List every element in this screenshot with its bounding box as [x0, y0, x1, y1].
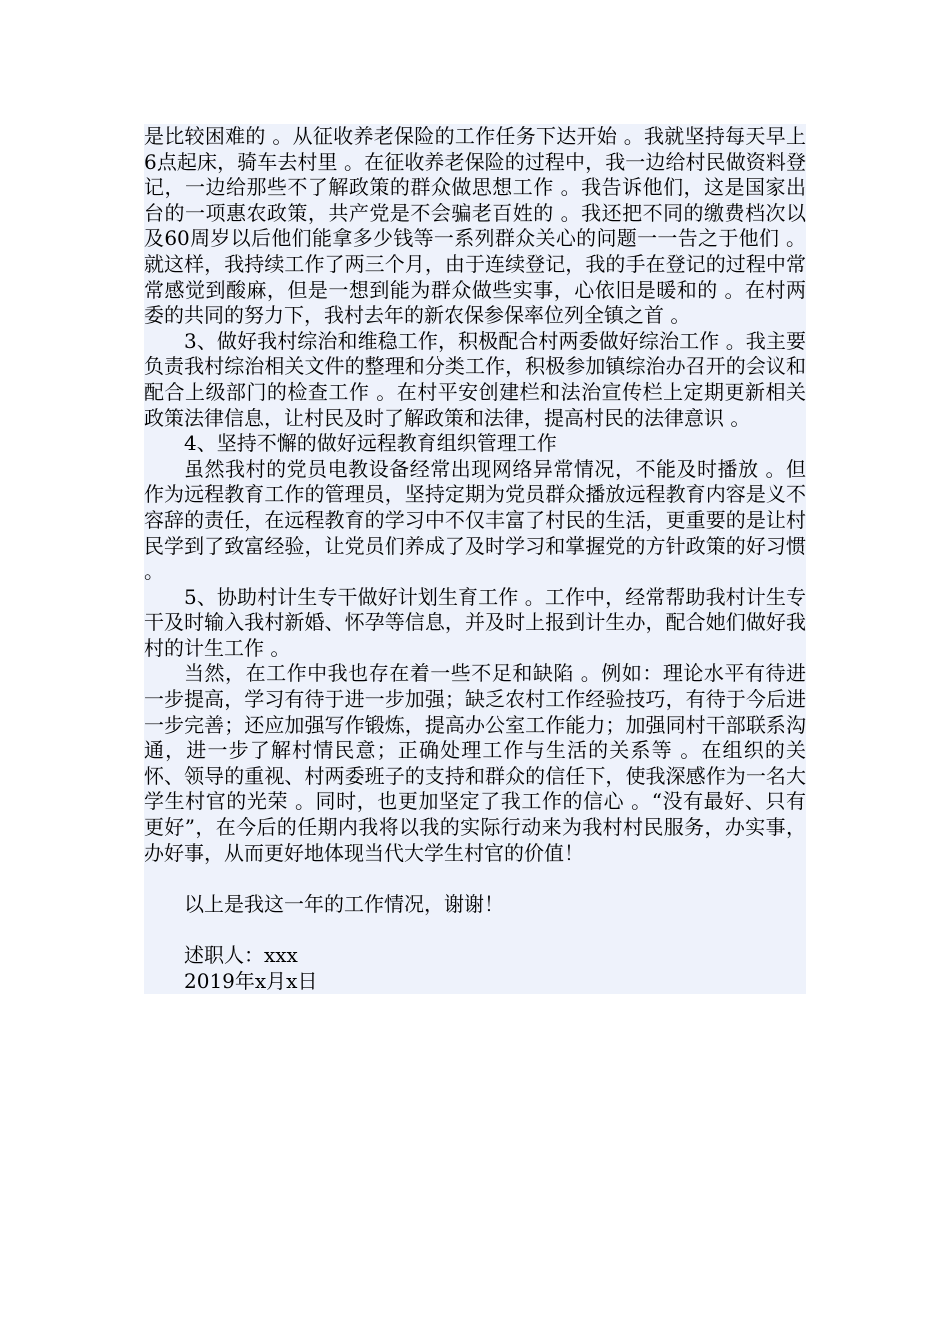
signature-line: 述职人：xxx	[184, 943, 298, 967]
paragraph-family-planning: 5、协助村计生专干做好计划生育工作 。工作中，经常帮助我村计生专干及时输入我村新婚、怀孕等信息，并及时上报到计生办，配合她们做好我村的计生工作 。	[144, 584, 806, 660]
paragraph-remote-education: 虽然我村的党员电教设备经常出现网络异常情况，不能及时播放 。但作为远程教育工作的管理员，坚持定期为党员群众播放远程教育内容是义不容辞的责任，在远程教育的学习中不仅丰富了村民的生活，更重要的是让村民学到了致富经验，让党员们养成了及时学习和掌握党的方针政策的好习惯 。	[144, 456, 806, 584]
paragraph-stability-work: 3、做好我村综治和维稳工作，积极配合村两委做好综治工作 。我主要负责我村综治相关文件的整理和分类工作，积极参加镇综治办召开的会议和配合上级部门的检查工作 。在村平安创建栏和法治宣传栏上定期更新相关政策法律信息，让村民及时了解政策和法律，提高村民的法律意识 。	[144, 328, 806, 430]
date-line: 2019年x月x日	[184, 968, 318, 993]
paragraph-shortcomings: 当然，在工作中我也存在着一些不足和缺陷 。例如：理论水平有待进一步提高，学习有待于进一步加强；缺乏农村工作经验技巧，有待于今后进一步完善；还应加强写作锻炼，提高办公室工作能力；加强同村干部联系沟通，进一步了解村情民意；正确处理工作与生活的关系等 。在组织的关怀、领导的重视、村两委班子的支持和群众的信任下，使我深感作为一名大学生村官的光荣 。同时，也更加坚定了我工作的信心 。“没有最好、只有更好”，在今后的任期内我将以我的实际行动来为我村村民服务，办实事，办好事，从而更好地体现当代大学生村官的价值！	[144, 661, 806, 865]
paragraph-remote-education-heading: 4、坚持不懈的做好远程教育组织管理工作	[184, 431, 557, 456]
blank-line	[144, 917, 806, 943]
closing-line: 以上是我这一年的工作情况，谢谢！	[184, 891, 504, 916]
blank-line	[144, 866, 806, 892]
paragraph-pension-work: 是比较困难的 。从征收养老保险的工作任务下达开始 。我就坚持每天早上6点起床，骑车去村里 。在征收养老保险的过程中，我一边给村民做资料登记，一边给那些不了解政策的群众做思想工作 。我告诉他们，这是国家出台的一项惠农政策，共产党是不会骗老百姓的 。我还把不同的缴费档次以及60周岁以后他们能拿多少钱等一系列群众关心的问题一一告之于他们 。就这样，我持续工作了两三个月，由于连续登记，我的手在登记的过程中常常感觉到酸麻，但是一想到能为群众做些实事，心依旧是暖和的 。在村两委的共同的努力下，我村去年的新农保参保率位列全镇之首 。	[144, 124, 806, 328]
document-body	[144, 124, 806, 994]
